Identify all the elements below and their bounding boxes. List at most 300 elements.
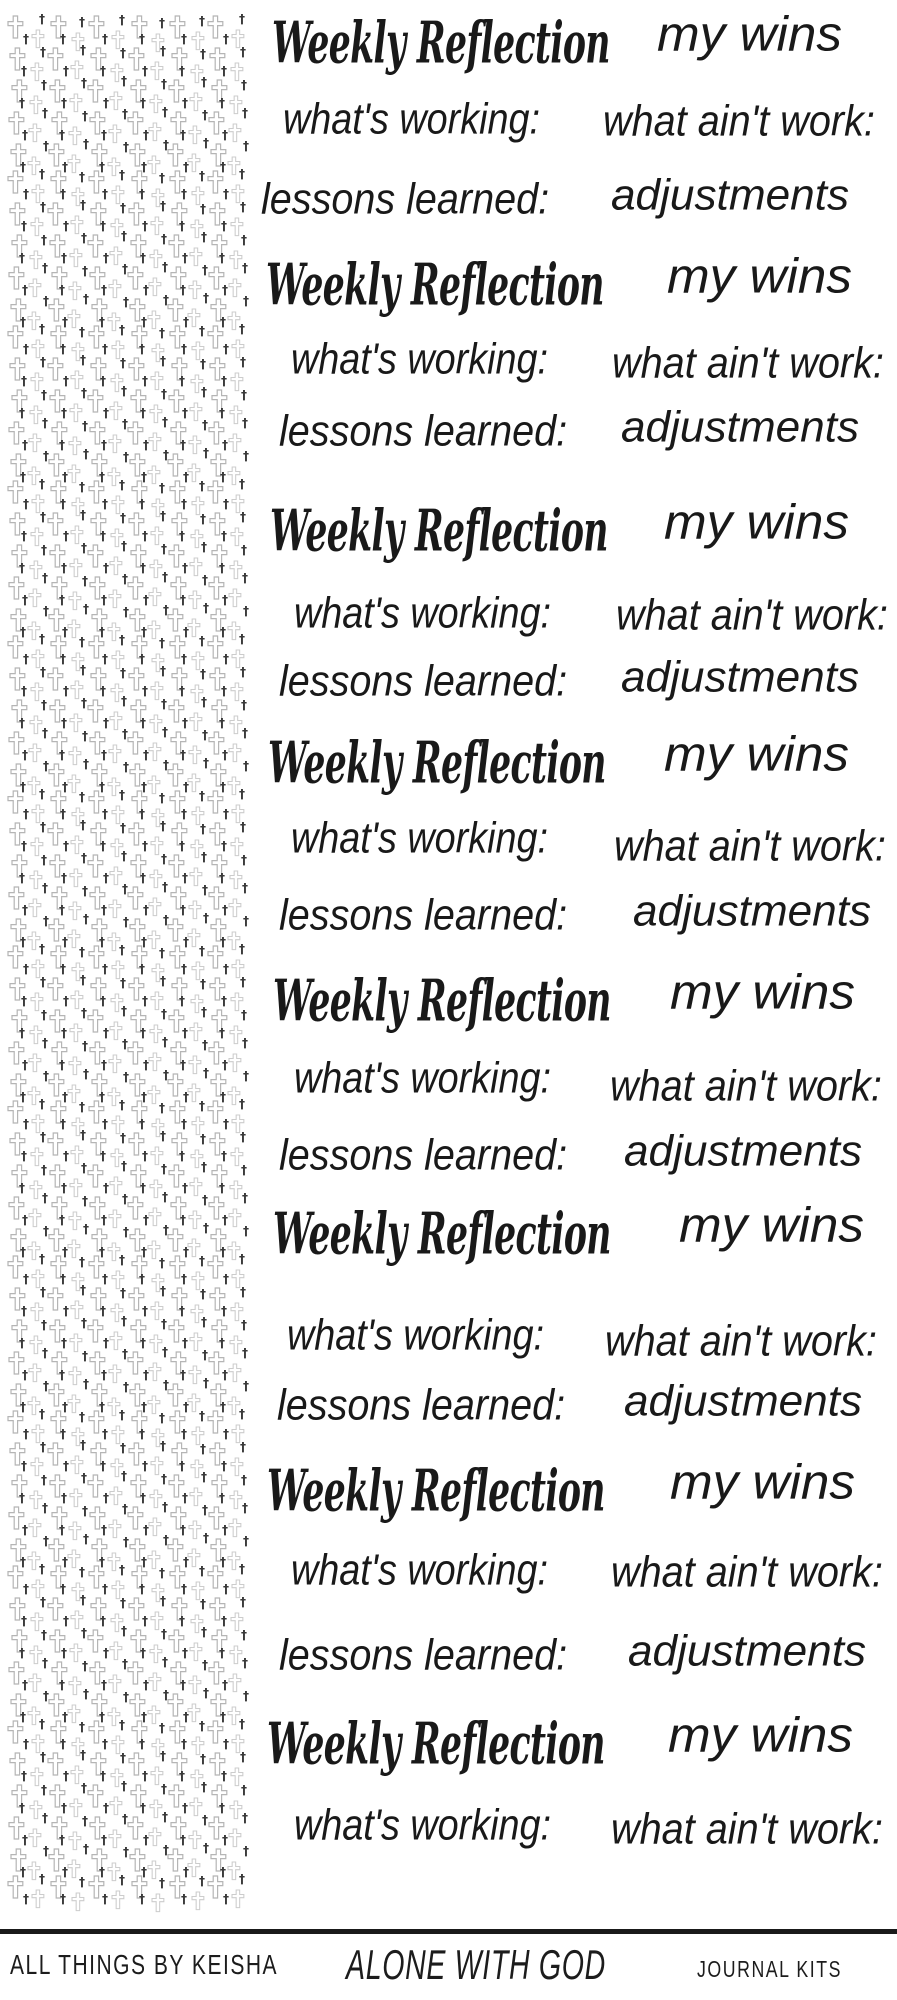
dagger-cross-icon: †: [163, 448, 169, 462]
cross-outline-icon: [8, 481, 23, 503]
dagger-cross-icon: †: [23, 1427, 29, 1441]
dagger-cross-icon: †: [83, 137, 89, 151]
dagger-cross-icon: †: [140, 251, 146, 265]
dagger-cross-icon: †: [142, 839, 148, 853]
cross-outline-icon: [150, 405, 162, 423]
dagger-cross-icon: †: [21, 64, 27, 78]
cross-outline-icon: [69, 1677, 81, 1695]
dagger-cross-icon: †: [162, 1810, 168, 1824]
dagger-cross-icon: †: [179, 1614, 185, 1628]
what-aint-work-label: what ain't work:: [603, 97, 875, 146]
dagger-cross-icon: †: [60, 1892, 66, 1906]
dagger-cross-icon: †: [159, 1256, 165, 1270]
dagger-cross-icon: †: [160, 199, 166, 213]
dagger-cross-icon: †: [243, 1069, 249, 1083]
dagger-cross-icon: †: [240, 1285, 246, 1299]
dagger-cross-icon: †: [41, 1163, 47, 1177]
dagger-cross-icon: †: [179, 684, 185, 698]
dagger-cross-icon: †: [40, 510, 46, 524]
dagger-cross-icon: †: [141, 625, 147, 639]
dagger-cross-icon: †: [219, 1801, 225, 1815]
dagger-cross-icon: †: [243, 1844, 249, 1858]
cross-outline-icon: [149, 1208, 161, 1226]
cross-outline-icon: [70, 94, 82, 112]
dagger-cross-icon: †: [61, 871, 67, 885]
dagger-cross-icon: †: [40, 200, 46, 214]
dagger-cross-icon: †: [22, 593, 28, 607]
cross-outline-icon: [189, 1676, 201, 1694]
dagger-cross-icon: †: [102, 1272, 108, 1286]
dagger-cross-icon: †: [39, 1252, 45, 1266]
dagger-cross-icon: †: [120, 1441, 126, 1455]
cross-pattern-row: [10, 1283, 246, 1323]
dagger-cross-icon: †: [79, 1255, 85, 1269]
product-type: JOURNAL KITS: [697, 1956, 842, 1982]
cross-outline-icon: [48, 513, 63, 535]
dagger-cross-icon: †: [220, 1090, 226, 1104]
dagger-cross-icon: †: [81, 1161, 87, 1175]
cross-outline-icon: [189, 591, 201, 609]
cross-outline-icon: [70, 714, 82, 732]
dagger-cross-icon: †: [241, 78, 247, 92]
dagger-cross-icon: †: [219, 1646, 225, 1660]
dagger-cross-icon: †: [139, 187, 145, 201]
collection-title: ALONE WITH GOD: [346, 1941, 606, 1988]
dagger-cross-icon: †: [199, 169, 205, 183]
cross-outline-icon: [69, 1367, 81, 1385]
dagger-cross-icon: †: [182, 1646, 188, 1660]
cross-outline-icon: [168, 1074, 183, 1096]
dagger-cross-icon: †: [59, 593, 65, 607]
dagger-cross-icon: †: [82, 419, 88, 433]
dagger-cross-icon: †: [201, 1005, 207, 1019]
my-wins-label: my wins: [664, 726, 849, 782]
dagger-cross-icon: †: [221, 684, 227, 698]
cross-outline-icon: [189, 1366, 201, 1384]
what-aint-work-label: what ain't work:: [605, 1317, 877, 1366]
dagger-cross-icon: †: [161, 1782, 167, 1796]
dagger-cross-icon: †: [100, 1304, 106, 1318]
dagger-cross-icon: †: [80, 198, 86, 212]
cross-pattern-row: [11, 1686, 249, 1726]
dagger-cross-icon: †: [159, 1566, 165, 1580]
dagger-cross-icon: †: [61, 96, 67, 110]
dagger-cross-icon: †: [160, 664, 166, 678]
cross-outline-icon: [48, 203, 63, 225]
dagger-cross-icon: †: [181, 342, 187, 356]
my-wins-label: my wins: [679, 1197, 864, 1253]
dagger-cross-icon: †: [161, 1007, 167, 1021]
dagger-cross-icon: †: [243, 294, 249, 308]
dagger-cross-icon: †: [162, 105, 168, 119]
cross-outline-icon: [149, 743, 161, 761]
cross-outline-icon: [230, 1026, 242, 1044]
dagger-cross-icon: †: [122, 882, 128, 896]
dagger-cross-icon: †: [159, 326, 165, 340]
cross-outline-icon: [208, 636, 223, 658]
cross-outline-icon: [128, 1352, 143, 1374]
dagger-cross-icon: †: [20, 1090, 26, 1104]
dagger-cross-icon: †: [62, 780, 68, 794]
dagger-cross-icon: †: [161, 387, 167, 401]
dagger-cross-icon: †: [223, 497, 229, 511]
dagger-cross-icon: †: [223, 1272, 229, 1286]
dagger-cross-icon: †: [160, 1749, 166, 1763]
dagger-cross-icon: †: [160, 354, 166, 368]
dagger-cross-icon: †: [43, 1224, 49, 1238]
dagger-cross-icon: †: [199, 479, 205, 493]
dagger-cross-icon: †: [99, 1400, 105, 1414]
dagger-cross-icon: †: [242, 1501, 248, 1515]
dagger-cross-icon: †: [159, 636, 165, 650]
dagger-cross-icon: †: [179, 1304, 185, 1318]
cross-outline-icon: [230, 561, 242, 579]
lessons-learned-label: lessons learned:: [277, 1381, 566, 1430]
dagger-cross-icon: †: [40, 820, 46, 834]
dagger-cross-icon: †: [59, 1058, 65, 1072]
dagger-cross-icon: †: [139, 32, 145, 46]
cross-outline-icon: [30, 1491, 42, 1509]
dagger-cross-icon: †: [43, 139, 49, 153]
what-aint-work-label: what ain't work:: [610, 1062, 882, 1111]
cross-outline-icon: [110, 867, 122, 885]
dagger-cross-icon: †: [123, 1070, 129, 1084]
dagger-cross-icon: †: [183, 935, 189, 949]
dagger-cross-icon: †: [141, 1710, 147, 1724]
dagger-cross-icon: †: [143, 903, 149, 917]
dagger-cross-icon: †: [222, 1213, 228, 1227]
dagger-cross-icon: †: [221, 219, 227, 233]
dagger-cross-icon: †: [43, 1379, 49, 1393]
dagger-cross-icon: †: [202, 883, 208, 897]
cross-pattern-row: [11, 1376, 249, 1416]
dagger-cross-icon: †: [19, 96, 25, 110]
dagger-cross-icon: †: [22, 1523, 28, 1537]
dagger-cross-icon: †: [139, 1427, 145, 1441]
cross-outline-icon: [29, 1519, 41, 1537]
cross-pattern-row: [11, 291, 249, 331]
cross-outline-icon: [168, 764, 183, 786]
cross-outline-icon: [189, 126, 201, 144]
dagger-cross-icon: †: [39, 1407, 45, 1421]
dagger-cross-icon: †: [240, 355, 246, 369]
dagger-cross-icon: †: [19, 1336, 25, 1350]
cross-outline-icon: [149, 1673, 161, 1691]
dagger-cross-icon: †: [79, 1875, 85, 1889]
dagger-cross-icon: †: [63, 684, 69, 698]
dagger-cross-icon: †: [139, 1272, 145, 1286]
dagger-cross-icon: †: [139, 342, 145, 356]
cross-outline-icon: [208, 1411, 223, 1433]
cross-outline-icon: [190, 93, 202, 111]
dagger-cross-icon: †: [119, 1563, 125, 1577]
cross-outline-icon: [109, 280, 121, 298]
cross-outline-icon: [48, 1133, 63, 1155]
dagger-cross-icon: †: [162, 570, 168, 584]
dagger-cross-icon: †: [162, 415, 168, 429]
dagger-cross-icon: †: [223, 1427, 229, 1441]
cross-outline-icon: [88, 1630, 103, 1652]
cross-outline-icon: [128, 887, 143, 909]
dagger-cross-icon: †: [62, 1400, 68, 1414]
dagger-cross-icon: †: [159, 1721, 165, 1735]
cross-outline-icon: [208, 791, 223, 813]
dagger-cross-icon: †: [119, 1718, 125, 1732]
cross-outline-icon: [230, 1801, 242, 1819]
dagger-cross-icon: †: [143, 1523, 149, 1537]
cross-outline-icon: [29, 1054, 41, 1072]
dagger-cross-icon: †: [241, 233, 247, 247]
dagger-cross-icon: †: [219, 251, 225, 265]
dagger-cross-icon: †: [240, 1440, 246, 1454]
cross-outline-icon: [109, 1675, 121, 1693]
dagger-cross-icon: †: [243, 759, 249, 773]
cross-outline-icon: [70, 1644, 82, 1662]
dagger-cross-icon: †: [242, 726, 248, 740]
dagger-cross-icon: †: [183, 780, 189, 794]
dagger-cross-icon: †: [181, 187, 187, 201]
dagger-cross-icon: †: [240, 975, 246, 989]
dagger-cross-icon: †: [19, 1491, 25, 1505]
cross-outline-icon: [150, 95, 162, 113]
dagger-cross-icon: †: [120, 1131, 126, 1145]
dagger-cross-icon: †: [142, 374, 148, 388]
dagger-cross-icon: †: [239, 167, 245, 181]
cross-outline-icon: [69, 902, 81, 920]
dagger-cross-icon: †: [222, 903, 228, 917]
dagger-cross-icon: †: [183, 1865, 189, 1879]
dagger-cross-icon: †: [203, 1531, 209, 1545]
my-wins-label: my wins: [670, 1454, 855, 1510]
dagger-cross-icon: †: [242, 881, 248, 895]
dagger-cross-icon: †: [123, 1845, 129, 1859]
dagger-cross-icon: †: [180, 903, 186, 917]
dagger-cross-icon: †: [60, 1427, 66, 1441]
dagger-cross-icon: †: [222, 1368, 228, 1382]
dagger-cross-icon: †: [39, 322, 45, 336]
dagger-cross-icon: †: [243, 1689, 249, 1703]
cross-outline-icon: [48, 358, 63, 380]
dagger-cross-icon: †: [202, 1813, 208, 1827]
dagger-cross-icon: †: [22, 1213, 28, 1227]
dagger-cross-icon: †: [20, 935, 26, 949]
dagger-cross-icon: †: [182, 1181, 188, 1195]
dagger-cross-icon: †: [23, 807, 29, 821]
dagger-cross-icon: †: [199, 324, 205, 338]
cross-outline-icon: [88, 1165, 103, 1187]
dagger-cross-icon: †: [119, 168, 125, 182]
dagger-cross-icon: †: [203, 911, 209, 925]
cross-pattern-row: [10, 353, 246, 393]
dagger-cross-icon: †: [83, 1842, 89, 1856]
dagger-cross-icon: †: [101, 283, 107, 297]
dagger-cross-icon: †: [60, 1272, 66, 1286]
dagger-cross-icon: †: [119, 1873, 125, 1887]
dagger-cross-icon: †: [42, 1036, 48, 1050]
dagger-cross-icon: †: [241, 1008, 247, 1022]
dagger-cross-icon: †: [163, 1378, 169, 1392]
cross-outline-icon: [149, 1363, 161, 1381]
dagger-cross-icon: †: [101, 1678, 107, 1692]
dagger-cross-icon: †: [102, 1117, 108, 1131]
dagger-cross-icon: †: [203, 1066, 209, 1080]
dagger-cross-icon: †: [103, 406, 109, 420]
cross-pattern-row: [11, 756, 249, 796]
cross-outline-icon: [128, 1817, 143, 1839]
cross-outline-icon: [229, 1054, 241, 1072]
dagger-cross-icon: †: [183, 1400, 189, 1414]
cross-outline-icon: [230, 1491, 242, 1509]
dagger-cross-icon: †: [20, 1400, 26, 1414]
dagger-cross-icon: †: [100, 1614, 106, 1628]
cross-outline-icon: [230, 251, 242, 269]
cross-outline-icon: [30, 1026, 42, 1044]
dagger-cross-icon: †: [82, 1039, 88, 1053]
dagger-cross-icon: †: [20, 315, 26, 329]
dagger-cross-icon: †: [39, 167, 45, 181]
dagger-cross-icon: †: [22, 1368, 28, 1382]
cross-outline-icon: [150, 250, 162, 268]
cross-outline-icon: [110, 1177, 122, 1195]
dagger-cross-icon: †: [39, 1097, 45, 1111]
cross-pattern-row: [11, 136, 249, 176]
dagger-cross-icon: †: [61, 251, 67, 265]
cross-outline-icon: [190, 558, 202, 576]
dagger-cross-icon: †: [160, 819, 166, 833]
dagger-cross-icon: †: [143, 1213, 149, 1227]
cross-outline-icon: [230, 716, 242, 734]
dagger-cross-icon: †: [201, 540, 207, 554]
dagger-cross-icon: †: [201, 385, 207, 399]
dagger-cross-icon: †: [41, 1628, 47, 1642]
dagger-cross-icon: †: [219, 1181, 225, 1195]
cross-outline-icon: [128, 1507, 143, 1529]
dagger-cross-icon: †: [41, 1318, 47, 1332]
dagger-cross-icon: †: [179, 1149, 185, 1163]
dagger-cross-icon: †: [122, 1657, 128, 1671]
dagger-cross-icon: †: [141, 315, 147, 329]
cross-outline-icon: [88, 700, 103, 722]
dagger-cross-icon: †: [240, 1130, 246, 1144]
dagger-cross-icon: †: [21, 1459, 27, 1473]
dagger-cross-icon: †: [62, 315, 68, 329]
whats-working-label: what's working:: [294, 1054, 552, 1103]
cross-outline-icon: [190, 1798, 202, 1816]
dagger-cross-icon: †: [43, 294, 49, 308]
dagger-cross-icon: †: [79, 1720, 85, 1734]
dagger-cross-icon: †: [41, 233, 47, 247]
dagger-cross-icon: †: [39, 1717, 45, 1731]
cross-pattern-row: [10, 1438, 246, 1478]
dagger-cross-icon: †: [180, 438, 186, 452]
dagger-cross-icon: †: [142, 64, 148, 78]
dagger-cross-icon: †: [61, 1026, 67, 1040]
dagger-cross-icon: †: [62, 1090, 68, 1104]
dagger-cross-icon: †: [102, 1892, 108, 1906]
cross-outline-icon: [229, 899, 241, 917]
cross-outline-icon: [69, 437, 81, 455]
cross-outline-icon: [208, 171, 223, 193]
dagger-cross-icon: †: [103, 1491, 109, 1505]
dagger-cross-icon: †: [43, 1534, 49, 1548]
cross-outline-icon: [150, 560, 162, 578]
dagger-cross-icon: †: [201, 230, 207, 244]
dagger-cross-icon: †: [161, 77, 167, 91]
dagger-cross-icon: †: [200, 202, 206, 216]
dagger-cross-icon: †: [81, 386, 87, 400]
adjustments-label: adjustments: [621, 653, 860, 702]
dagger-cross-icon: †: [63, 529, 69, 543]
cross-outline-icon: [229, 279, 241, 297]
dagger-cross-icon: †: [139, 1892, 145, 1906]
cross-outline-icon: [110, 557, 122, 575]
dagger-cross-icon: †: [100, 64, 106, 78]
dagger-cross-icon: †: [243, 449, 249, 463]
dagger-cross-icon: †: [40, 665, 46, 679]
dagger-cross-icon: †: [241, 388, 247, 402]
dagger-cross-icon: †: [199, 1409, 205, 1423]
cross-outline-icon: [168, 1694, 183, 1716]
dagger-cross-icon: †: [80, 1283, 86, 1297]
dagger-cross-icon: †: [102, 342, 108, 356]
dagger-cross-icon: †: [21, 374, 27, 388]
dagger-cross-icon: †: [141, 470, 147, 484]
dagger-cross-icon: †: [161, 697, 167, 711]
cross-outline-icon: [8, 1566, 23, 1588]
dagger-cross-icon: †: [119, 633, 125, 647]
dagger-cross-icon: †: [102, 1427, 108, 1441]
dagger-cross-icon: †: [20, 1245, 26, 1259]
what-aint-work-label: what ain't work:: [614, 822, 886, 871]
dagger-cross-icon: †: [40, 1440, 46, 1454]
dagger-cross-icon: †: [181, 962, 187, 976]
cross-outline-icon: [149, 588, 161, 606]
dagger-cross-icon: †: [103, 96, 109, 110]
dagger-cross-icon: †: [240, 820, 246, 834]
dagger-cross-icon: †: [99, 935, 105, 949]
dagger-cross-icon: †: [80, 1593, 86, 1607]
dagger-cross-icon: †: [143, 128, 149, 142]
dagger-cross-icon: †: [199, 944, 205, 958]
dagger-cross-icon: †: [201, 1470, 207, 1484]
dagger-cross-icon: †: [160, 1594, 166, 1608]
dagger-cross-icon: †: [142, 529, 148, 543]
dagger-cross-icon: †: [200, 1287, 206, 1301]
cross-outline-icon: [189, 436, 201, 454]
dagger-cross-icon: †: [139, 1117, 145, 1131]
cross-outline-icon: [8, 636, 23, 658]
dagger-cross-icon: †: [182, 1491, 188, 1505]
cross-outline-icon: [69, 127, 81, 145]
cross-outline-icon: [168, 609, 183, 631]
dagger-cross-icon: †: [63, 1614, 69, 1628]
dagger-cross-icon: †: [62, 470, 68, 484]
dagger-cross-icon: †: [82, 1659, 88, 1673]
dagger-cross-icon: †: [160, 1284, 166, 1298]
dagger-cross-icon: †: [242, 1346, 248, 1360]
dagger-cross-icon: †: [141, 1245, 147, 1259]
dagger-cross-icon: †: [203, 291, 209, 305]
cross-outline-icon: [128, 422, 143, 444]
dagger-cross-icon: †: [120, 976, 126, 990]
dagger-cross-icon: †: [142, 1769, 148, 1783]
dagger-cross-icon: †: [183, 160, 189, 174]
cross-pattern-row: [10, 1593, 246, 1633]
dagger-cross-icon: †: [80, 43, 86, 57]
dagger-cross-icon: †: [61, 561, 67, 575]
cross-outline-icon: [189, 1521, 201, 1539]
dagger-cross-icon: †: [122, 1502, 128, 1516]
